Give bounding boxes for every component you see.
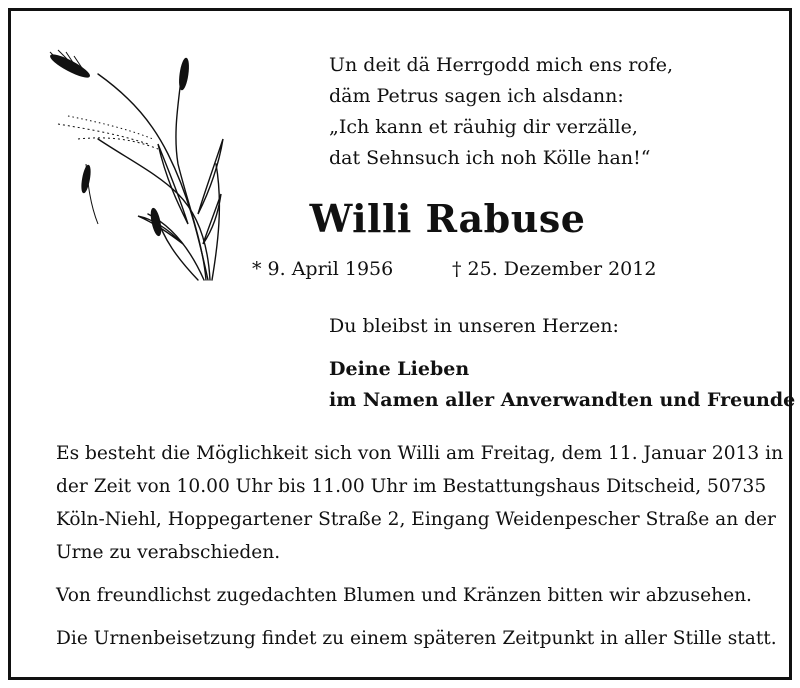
poem-line: däm Petrus sagen ich alsdann: <box>329 85 624 107</box>
notice-line: Köln-Niehl, Hoppegartener Straße 2, Eingang Weidenpescher Straße an der <box>56 509 776 530</box>
poem-line: dat Sehnsuch ich noh Kölle han!“ <box>329 147 651 169</box>
poem-line: Un deit dä Herrgodd mich ens rofe, <box>329 54 674 76</box>
poem-line: „Ich kann et räuhig dir verzälle, <box>329 116 638 138</box>
notice-line: Urne zu verabschieden. <box>56 542 281 563</box>
wheat-grass-icon <box>38 44 228 284</box>
farewell-line: Du bleibst in unseren Herzen: <box>329 315 619 337</box>
birth-date: * 9. April 1956 <box>252 258 394 280</box>
signature-line: Deine Lieben <box>329 358 470 380</box>
deceased-name: Willi Rabuse <box>309 196 586 241</box>
notice-paragraph-3: Die Urnenbeisetzung findet zu einem späteren Zeitpunkt in aller Stille statt. <box>56 628 777 649</box>
poem <box>329 50 673 174</box>
notice-paragraph-1 <box>56 437 784 569</box>
notice-text <box>56 437 784 655</box>
notice-line: Es besteht die Möglichkeit sich von Willi am Freitag, dem 11. Januar 2013 in <box>56 443 784 464</box>
death-date: † 25. Dezember 2012 <box>452 258 657 280</box>
notice-line: der Zeit von 10.00 Uhr bis 11.00 Uhr im Bestattungshaus Ditscheid, 50735 <box>56 476 767 497</box>
notice-paragraph-2: Von freundlichst zugedachten Blumen und Kränzen bitten wir abzusehen. <box>56 585 752 606</box>
signature-line: im Namen aller Anverwandten und Freunde <box>329 389 796 411</box>
signature <box>329 354 795 416</box>
